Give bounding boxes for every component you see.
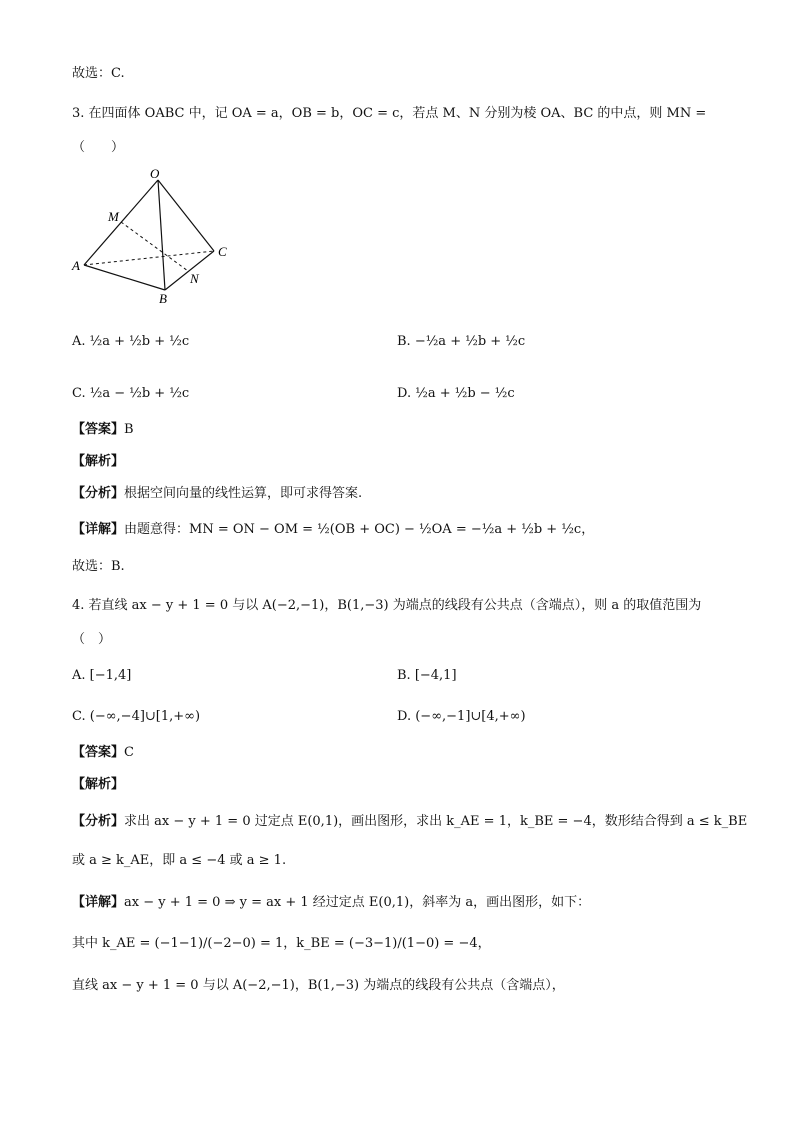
question-4-paren: （ ） (72, 632, 112, 647)
edge-OC (158, 180, 214, 251)
fenxi2-row (72, 812, 747, 832)
option-d[interactable]: D. ½a + ½b − ½c (397, 386, 515, 401)
answer-row (72, 420, 134, 440)
slope-calculation: 其中 k_AE = (−1−1)/(−2−0) = 1，k_BE = (−3−1)/(1−0) = −4， (72, 936, 491, 951)
analysis2-tag: 【解析】 (72, 777, 125, 792)
edge-AC-dashed (84, 251, 214, 265)
conclusion-b: 故选：B. (72, 559, 125, 574)
question-4-stem: 4. 若直线 ax − y + 1 = 0 与以 A(−2,−1)，B(1,−3) 为端点的线段有公共点（含端点），则 a 的取值范围为 (72, 598, 702, 613)
label-O: O (150, 168, 160, 181)
question-3-stem: 3. 在四面体 OABC 中，记 OA = a，OB = b，OC = c，若点 M、N 分别为棱 OA、BC 的中点，则 MN = (72, 106, 707, 121)
analysis-tag: 【解析】 (72, 454, 125, 469)
q4-option-b[interactable]: B. [−4,1] (397, 668, 457, 683)
fenxi-row (72, 484, 362, 504)
tetrahedron-figure (70, 168, 240, 308)
question-3-paren: （ ） (72, 140, 125, 155)
edge-OB (158, 180, 165, 290)
q4-option-c[interactable]: C. (−∞,−4]∪[1,+∞) (72, 709, 201, 724)
xiangjie2-text: ax − y + 1 = 0 ⇒ y = ax + 1 经过定点 E(0,1)，斜率为 a，画出图形，如下： (124, 895, 591, 910)
fenxi-text: 根据空间向量的线性运算，即可求得答案. (124, 486, 363, 501)
q4-option-a[interactable]: A. [−1,4] (72, 668, 132, 683)
edge-AB (84, 265, 165, 290)
label-M: M (108, 209, 119, 224)
xiangjie2-row (72, 893, 590, 913)
fenxi2-tag: 【分析】 (72, 814, 125, 829)
xiangjie-tag: 【详解】 (72, 522, 125, 537)
q4-option-d[interactable]: D. (−∞,−1]∪[4,+∞) (397, 709, 526, 724)
answer-tag: 【答案】 (72, 422, 125, 437)
fenxi2-continue: 或 a ≥ k_AE，即 a ≤ −4 或 a ≥ 1. (72, 853, 287, 868)
option-c[interactable]: C. ½a − ½b + ½c (72, 386, 190, 401)
answer2-row (72, 743, 134, 763)
option-b[interactable]: B. −½a + ½b + ½c (397, 334, 526, 349)
label-A: A (72, 258, 80, 273)
segment-MN-dashed (121, 222, 188, 271)
line-statement: 直线 ax − y + 1 = 0 与以 A(−2,−1)，B(1,−3) 为端点的线段有公共点（含端点）， (72, 978, 565, 993)
xiangjie-row (72, 520, 594, 540)
option-a[interactable]: A. ½a + ½b + ½c (72, 334, 190, 349)
xiangjie2-tag: 【详解】 (72, 895, 125, 910)
xiangjie-text: 由题意得：MN = ON − OM = ½(OB + OC) − ½OA = −½a + ½b + ½c， (124, 522, 595, 537)
answer2-tag: 【答案】 (72, 745, 125, 760)
label-N: N (190, 271, 199, 286)
answer-value: B (124, 422, 134, 437)
fenxi-tag: 【分析】 (72, 486, 125, 501)
label-B: B (159, 291, 167, 306)
answer2-value: C (124, 745, 134, 760)
label-C: C (218, 244, 227, 259)
answer-conclusion-prev: 故选：C. (72, 66, 125, 81)
fenxi2-text: 求出 ax − y + 1 = 0 过定点 E(0,1)，画出图形，求出 k_AE = 1，k_BE = −4，数形结合得到 a ≤ k_BE (124, 814, 748, 829)
